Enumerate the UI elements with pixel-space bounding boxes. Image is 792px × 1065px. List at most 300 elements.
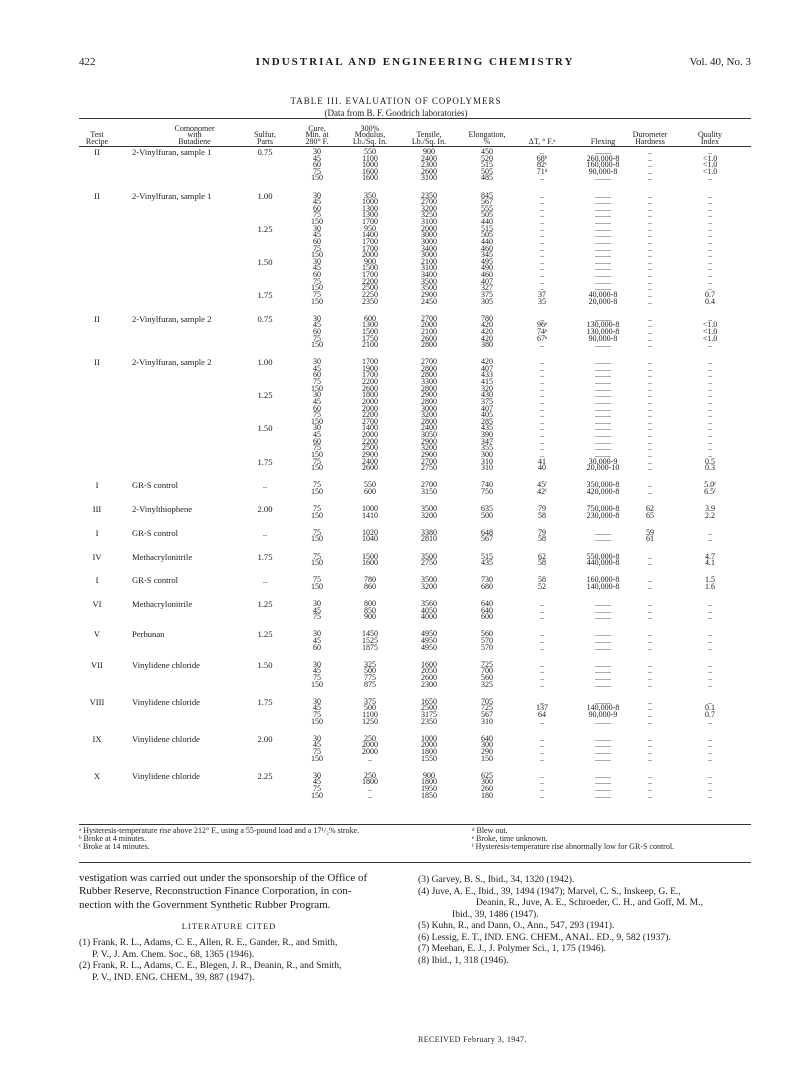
table-cell-quality: .. (708, 223, 712, 233)
table-cell-tensile: 2900 (421, 390, 437, 400)
table-cell-duro: .. (648, 320, 652, 330)
comonomer-name: Methacrylonitrile (132, 598, 193, 609)
table-cell-quality: .. (708, 443, 712, 453)
table-cell-flex: ........ (595, 443, 611, 453)
table-cell-duro: .. (648, 236, 652, 246)
table-cell-cure: 45 (313, 363, 321, 373)
table-cell-flex: ........ (595, 790, 611, 800)
table-cell-cure: 45 (313, 635, 321, 645)
table-cell-flex: ........ (595, 436, 611, 446)
table-cell-flex: ........ (595, 783, 611, 793)
table-cell-modulus: 2000 (362, 746, 378, 756)
table-cell-flex: 140,000-8 (586, 581, 620, 591)
table-cell-modulus: 1300 (362, 203, 378, 213)
table-cell-quality: .. (708, 197, 712, 207)
table-cell-flex: ........ (595, 753, 611, 763)
reference-line: Deanin, R., Juve, A. E., Schroeder, C. H., and Goff, M. M., (476, 897, 703, 908)
table-cell-elong: 680 (481, 581, 493, 591)
table-cell-elong: 460 (481, 243, 493, 253)
table-cell-tensile: 2900 (421, 289, 437, 299)
table-cell-cure: 75 (313, 783, 321, 793)
table-cell-tensile: 3560 (421, 598, 437, 608)
table-cell-elong: 180 (481, 790, 493, 800)
table-cell-quality: .. (708, 777, 712, 787)
table-cell-modulus: .. (368, 790, 372, 800)
table-cell-dt: 58 (538, 575, 546, 585)
table-cell-duro: .. (648, 605, 652, 615)
table-title: TABLE III. EVALUATION OF COPOLYMERS (290, 96, 502, 106)
table-cell-duro: 62 (646, 504, 654, 514)
test-recipe: III (92, 504, 102, 515)
comonomer-name: Vinylidene chloride (132, 733, 200, 744)
table-cell-quality: 0.1 (705, 703, 715, 713)
table-cell-cure: 60 (313, 270, 321, 280)
table-cell-dt: 40 (538, 463, 546, 473)
table-cell-cure: 150 (311, 250, 323, 260)
table-cell-modulus: 900 (364, 612, 376, 622)
sulfur-parts: 1.50 (257, 256, 273, 267)
table-cell-tensile: 2350 (421, 716, 437, 726)
table-cell-elong: 440 (481, 236, 493, 246)
table-cell-flex: ........ (595, 243, 611, 253)
table-cell-tensile: 1650 (421, 696, 437, 706)
table-cell-modulus: 1800 (362, 777, 378, 787)
table-cell-cure: 150 (311, 173, 323, 183)
table-cell-tensile: 2000 (421, 320, 437, 330)
table-cell-dt: .. (540, 256, 544, 266)
table-subtitle: (Data from B. F. Goodrich laboratories) (324, 108, 468, 118)
table-cell-modulus: 2000 (362, 430, 378, 440)
table-cell-cure: 45 (313, 320, 321, 330)
table-cell-duro: .. (648, 777, 652, 787)
table-cell-flex: ........ (595, 416, 611, 426)
table-cell-modulus: 2100 (362, 340, 378, 350)
table-cell-dt: 58 (538, 534, 546, 544)
table-cell-elong: 420 (481, 320, 493, 330)
column-header-tensile: Tensile, Lb./Sq. In. (411, 130, 447, 146)
table-cell-tensile: 4000 (421, 612, 437, 622)
table-cell-modulus: 1700 (362, 357, 378, 367)
table-cell-quality: .. (708, 672, 712, 682)
table-cell-tensile: 3500 (421, 575, 437, 585)
table-cell-flex: ........ (595, 410, 611, 420)
table-cell-cure: 45 (313, 666, 321, 676)
table-cell-duro: .. (648, 296, 652, 306)
table-cell-dt: 42ᶠ (537, 486, 547, 496)
table-cell-elong: 640 (481, 598, 493, 608)
table-cell-cure: 150 (311, 416, 323, 426)
table-cell-quality: .. (708, 396, 712, 406)
table-cell-tensile: 2700 (421, 357, 437, 367)
table-cell-dt: .. (540, 313, 544, 323)
sulfur-parts: .. (262, 575, 268, 586)
table-cell-cure: 30 (313, 423, 321, 433)
table-cell-flex: ........ (595, 217, 611, 227)
table-cell-quality: <1.0 (702, 160, 718, 170)
table-cell-cure: 30 (313, 256, 321, 266)
test-recipe: IX (92, 733, 102, 744)
table-cell-duro: .. (648, 217, 652, 227)
table-cell-dt: .. (540, 777, 544, 787)
table-cell-flex: ........ (595, 377, 611, 387)
table-cell-elong: 285 (481, 416, 493, 426)
table-cell-duro: .. (648, 666, 652, 676)
table-cell-tensile: 3380 (421, 527, 437, 537)
table-cell-modulus: 1300 (362, 320, 378, 330)
table-cell-elong: 515 (481, 551, 493, 561)
table-cell-tensile: 3500 (421, 283, 437, 293)
table-cell-quality: .. (708, 410, 712, 420)
table-cell-quality: .. (708, 243, 712, 253)
test-recipe: II (94, 190, 100, 201)
table-cell-tensile: 4950 (421, 635, 437, 645)
table-cell-quality: .. (708, 416, 712, 426)
table-cell-elong: 407 (481, 363, 493, 373)
table-cell-elong: 730 (481, 575, 493, 585)
table-cell-elong: 500 (481, 510, 493, 520)
table-cell-tensile: 2100 (421, 326, 437, 336)
table-cell-dt: .. (540, 230, 544, 240)
table-cell-duro: .. (648, 612, 652, 622)
table-cell-duro: .. (648, 166, 652, 176)
table-cell-tensile: 3000 (421, 236, 437, 246)
table-cell-flex: ........ (595, 612, 611, 622)
table-cell-quality: 6.5ᶠ (704, 486, 716, 496)
table-cell-modulus: 2200 (362, 377, 378, 387)
table-cell-modulus: 1700 (362, 217, 378, 227)
test-recipe: VII (91, 659, 103, 670)
table-cell-flex: 130,000-8 (586, 326, 620, 336)
table-cell-duro: .. (648, 430, 652, 440)
table-cell-dt: .. (540, 377, 544, 387)
table-cell-tensile: 3200 (421, 203, 437, 213)
sulfur-parts: 2.00 (257, 733, 273, 744)
table-cell-modulus: 1250 (362, 716, 378, 726)
table-cell-tensile: 3100 (421, 173, 437, 183)
table-cell-cure: 75 (313, 480, 321, 490)
table-cell-duro: 59 (646, 527, 654, 537)
table-cell-modulus: 2400 (362, 456, 378, 466)
table-cell-cure: 45 (313, 777, 321, 787)
table-cell-dt: 79 (538, 504, 546, 514)
table-cell-quality: .. (708, 230, 712, 240)
table-cell-elong: 440 (481, 217, 493, 227)
table-cell-cure: 75 (313, 575, 321, 585)
table-cell-flex: ........ (595, 777, 611, 787)
table-cell-elong: 640 (481, 733, 493, 743)
table-cell-tensile: 2700 (421, 197, 437, 207)
table-cell-dt: .. (540, 605, 544, 615)
table-cell-modulus: 860 (364, 581, 376, 591)
table-cell-dt: 45ᶠ (537, 480, 547, 490)
table-cell-modulus: 1800 (362, 390, 378, 400)
table-cell-quality: .. (708, 696, 712, 706)
table-cell-quality: .. (708, 190, 712, 200)
table-cell-tensile: 1950 (421, 783, 437, 793)
sulfur-parts: 1.25 (257, 629, 273, 640)
test-recipe: I (95, 480, 99, 491)
table-cell-cure: 45 (313, 396, 321, 406)
table-cell-cure: 75 (313, 289, 321, 299)
table-cell-modulus: 2350 (362, 296, 378, 306)
table-cell-quality: .. (708, 263, 712, 273)
table-cell-quality: 2.2 (705, 510, 715, 520)
table-cell-tensile: 4050 (421, 605, 437, 615)
table-cell-flex: 130,000-8 (586, 320, 620, 330)
table-cell-dt: .. (540, 223, 544, 233)
table-cell-modulus: 500 (364, 703, 376, 713)
table-cell-tensile: 3200 (421, 510, 437, 520)
table-cell-quality: 1.5 (705, 575, 715, 585)
table-cell-elong: 725 (481, 659, 493, 669)
table-cell-quality: <1.0 (702, 326, 718, 336)
comonomer-name: Vinylidene chloride (132, 659, 200, 670)
table-cell-cure: 60 (313, 403, 321, 413)
footnote: ᶜ Broke at 14 minutes. (79, 842, 150, 851)
table-cell-elong: 705 (481, 696, 493, 706)
table-cell-flex: ........ (595, 659, 611, 669)
table-cell-quality: .. (708, 716, 712, 726)
sulfur-parts: 2.00 (257, 504, 273, 515)
table-cell-cure: 75 (313, 410, 321, 420)
table-cell-cure: 150 (311, 283, 323, 293)
table-cell-elong: 567 (481, 197, 493, 207)
table-cell-quality: 0.4 (705, 296, 715, 306)
table-cell-cure: 60 (313, 642, 321, 652)
table-cell-flex: ........ (595, 629, 611, 639)
table-cell-tensile: 2450 (421, 296, 437, 306)
table-cell-duro: .. (648, 173, 652, 183)
table-cell-dt: .. (540, 340, 544, 350)
table-cell-modulus: 325 (364, 659, 376, 669)
table-cell-tensile: 3050 (421, 430, 437, 440)
body-text-line: vestigation was carried out under the sponsorship of the Office of (79, 872, 368, 884)
reference-line: P. V., IND. ENG. CHEM., 39, 887 (1947). (92, 971, 255, 983)
sulfur-parts: .. (262, 527, 268, 538)
table-cell-elong: 405 (481, 410, 493, 420)
table-cell-quality: .. (708, 753, 712, 763)
table-cell-flex: ........ (595, 696, 611, 706)
table-cell-quality: .. (708, 598, 712, 608)
table-cell-elong: 495 (481, 256, 493, 266)
table-cell-dt: 58 (538, 510, 546, 520)
table-cell-duro: .. (648, 746, 652, 756)
table-cell-cure: 75 (313, 504, 321, 514)
table-cell-tensile: 3500 (421, 551, 437, 561)
table-cell-quality: .. (708, 313, 712, 323)
table-cell-modulus: 2000 (362, 740, 378, 750)
table-cell-cure: 150 (311, 510, 323, 520)
table-cell-modulus: 2900 (362, 449, 378, 459)
table-cell-duro: .. (648, 313, 652, 323)
table-cell-duro: .. (648, 551, 652, 561)
table-cell-quality: <1.0 (702, 320, 718, 330)
table-cell-flex: ........ (595, 197, 611, 207)
table-cell-tensile: 2050 (421, 666, 437, 676)
table-cell-tensile: 2400 (421, 153, 437, 163)
comonomer-name: 2-Vinylfuran, sample 1 (132, 147, 212, 157)
table-cell-duro: .. (648, 423, 652, 433)
table-cell-flex: 90,000-8 (588, 333, 618, 343)
table-cell-modulus: 375 (364, 696, 376, 706)
sulfur-parts: 1.00 (257, 190, 273, 201)
table-cell-elong: 560 (481, 672, 493, 682)
table-cell-elong: 433 (481, 370, 493, 380)
table-cell-elong: 625 (481, 770, 493, 780)
body-text-line: Rubber Reserve, Reconstruction Finance Corporation, in con- (79, 885, 352, 898)
table-cell-duro: .. (648, 190, 652, 200)
comonomer-name: Vinylidene chloride (132, 770, 200, 781)
table-cell-modulus: 1875 (362, 642, 378, 652)
table-cell-dt: .. (540, 753, 544, 763)
table-cell-duro: .. (648, 449, 652, 459)
table-cell-flex: ........ (595, 276, 611, 286)
table-cell-elong: 725 (481, 703, 493, 713)
table-cell-cure: 45 (313, 605, 321, 615)
reference-line: (1) Frank, R. L., Adams, C. E., Allen, R. E., Gander, R., and Smith, (79, 937, 338, 948)
table-cell-elong: 150 (481, 753, 493, 763)
table-cell-quality: .. (708, 629, 712, 639)
table-cell-quality: .. (708, 370, 712, 380)
table-cell-modulus: 1300 (362, 210, 378, 220)
table-cell-tensile: 2800 (421, 383, 437, 393)
comonomer-name: 2-Vinylfuran, sample 1 (132, 190, 212, 201)
test-recipe: VIII (89, 696, 105, 707)
page-number: 422 (79, 56, 96, 68)
table-cell-modulus: 1400 (362, 230, 378, 240)
table-cell-elong: 570 (481, 635, 493, 645)
table-cell-elong: 648 (481, 527, 493, 537)
table-cell-flex: 420,000-8 (586, 486, 620, 496)
column-header-quality: Quality Index (698, 130, 722, 146)
table-cell-cure: 75 (313, 612, 321, 622)
table-cell-quality: .. (708, 770, 712, 780)
table-cell-cure: 30 (313, 659, 321, 669)
table-cell-tensile: 3200 (421, 443, 437, 453)
table-cell-modulus: .. (368, 753, 372, 763)
table-cell-tensile: 2500 (421, 703, 437, 713)
table-cell-duro: .. (648, 733, 652, 743)
table-cell-modulus: 850 (364, 605, 376, 615)
reference-line: (8) Ibid., 1, 318 (1946). (418, 954, 509, 966)
table-cell-quality: .. (708, 236, 712, 246)
table-cell-elong: 750 (481, 486, 493, 496)
comonomer-name: Perbunan (132, 629, 165, 640)
table-cell-quality: .. (708, 357, 712, 367)
table-cell-quality: <1.0 (702, 153, 718, 163)
table-cell-dt: 35 (538, 296, 546, 306)
table-cell-quality: .. (708, 740, 712, 750)
table-cell-duro: .. (648, 659, 652, 669)
table-cell-cure: 150 (311, 716, 323, 726)
table-cell-quality: .. (708, 377, 712, 387)
table-cell-dt: .. (540, 190, 544, 200)
table-cell-duro: .. (648, 635, 652, 645)
table-cell-flex: ........ (595, 283, 611, 293)
table-cell-cure: 45 (313, 430, 321, 440)
table-cell-tensile: 3250 (421, 210, 437, 220)
table-cell-elong: 505 (481, 166, 493, 176)
table-cell-duro: .. (648, 276, 652, 286)
table-cell-tensile: 2800 (421, 340, 437, 350)
table-cell-flex: ........ (595, 263, 611, 273)
table-cell-modulus: 780 (364, 575, 376, 585)
page-header (79, 56, 751, 72)
table-cell-dt: 58 (538, 558, 546, 568)
table-cell-tensile: 1800 (421, 746, 437, 756)
table-cell-elong: 780 (481, 313, 493, 323)
table-cell-duro: .. (648, 703, 652, 713)
table-cell-cure: 150 (311, 753, 323, 763)
table-cell-duro: .. (648, 783, 652, 793)
table-cell-duro: .. (648, 679, 652, 689)
table-cell-modulus: 775 (364, 672, 376, 682)
table-cell-elong: 320 (481, 383, 493, 393)
table-cell-quality: .. (708, 363, 712, 373)
table-cell-dt: 137 (536, 703, 548, 713)
table-cell-flex: ........ (595, 666, 611, 676)
test-recipe: I (95, 575, 99, 586)
table-cell-cure: 75 (313, 443, 321, 453)
table-cell-duro: .. (648, 716, 652, 726)
literature-heading: LITERATURE CITED (181, 921, 277, 931)
table-cell-tensile: 2800 (421, 363, 437, 373)
table-cell-flex: ........ (595, 236, 611, 246)
table-cell-cure: 75 (313, 527, 321, 537)
table-cell-elong: 560 (481, 629, 493, 639)
table-cell-duro: .. (648, 223, 652, 233)
table-cell-dt: .. (540, 270, 544, 280)
table-cell-dt: .. (540, 410, 544, 420)
table-cell-quality: .. (708, 173, 712, 183)
table-cell-tensile: 3175 (421, 709, 437, 719)
table-cell-flex: 750,000-8 (586, 504, 620, 514)
table-cell-flex: ........ (595, 173, 611, 183)
table-cell-elong: 430 (481, 390, 493, 400)
table-cell-modulus: 250 (364, 733, 376, 743)
column-header-modulus: 300% Modulus, Lb./Sq. In. (352, 123, 388, 147)
table-cell-elong: 345 (481, 250, 493, 260)
table-cell-flex: ........ (595, 746, 611, 756)
table-cell-duro: .. (648, 770, 652, 780)
table-cell-dt: .. (540, 635, 544, 645)
table-cell-cure: 150 (311, 486, 323, 496)
table-cell-tensile: 900 (423, 147, 435, 156)
table-cell-flex: ........ (595, 190, 611, 200)
table-cell-cure: 75 (313, 551, 321, 561)
table-cell-quality: .. (708, 733, 712, 743)
table-cell-elong: 435 (481, 423, 493, 433)
reference-line: (7) Meehan, E. J., J. Polymer Sci., 1, 175 (1946). (418, 943, 607, 954)
table-cell-duro: .. (648, 383, 652, 393)
table-cell-flex: 160,000-8 (586, 160, 620, 170)
table-cell-cure: 150 (311, 449, 323, 459)
table-cell-modulus: 550 (364, 147, 376, 156)
test-recipe: IV (92, 551, 102, 562)
table-cell-modulus: 2200 (362, 410, 378, 420)
table-cell-elong: 347 (481, 436, 493, 446)
table-cell-modulus: 600 (364, 486, 376, 496)
table-cell-flex: ........ (595, 430, 611, 440)
table-cell-cure: 150 (311, 463, 323, 473)
table-cell-duro: .. (648, 263, 652, 273)
table-cell-tensile: 3200 (421, 410, 437, 420)
sulfur-parts: 1.75 (257, 289, 273, 300)
table-cell-modulus: 1020 (362, 527, 378, 537)
column-header-elong: Elongation, % (468, 130, 506, 146)
table-cell-quality: .. (708, 527, 712, 537)
table-cell-tensile: 1000 (421, 733, 437, 743)
